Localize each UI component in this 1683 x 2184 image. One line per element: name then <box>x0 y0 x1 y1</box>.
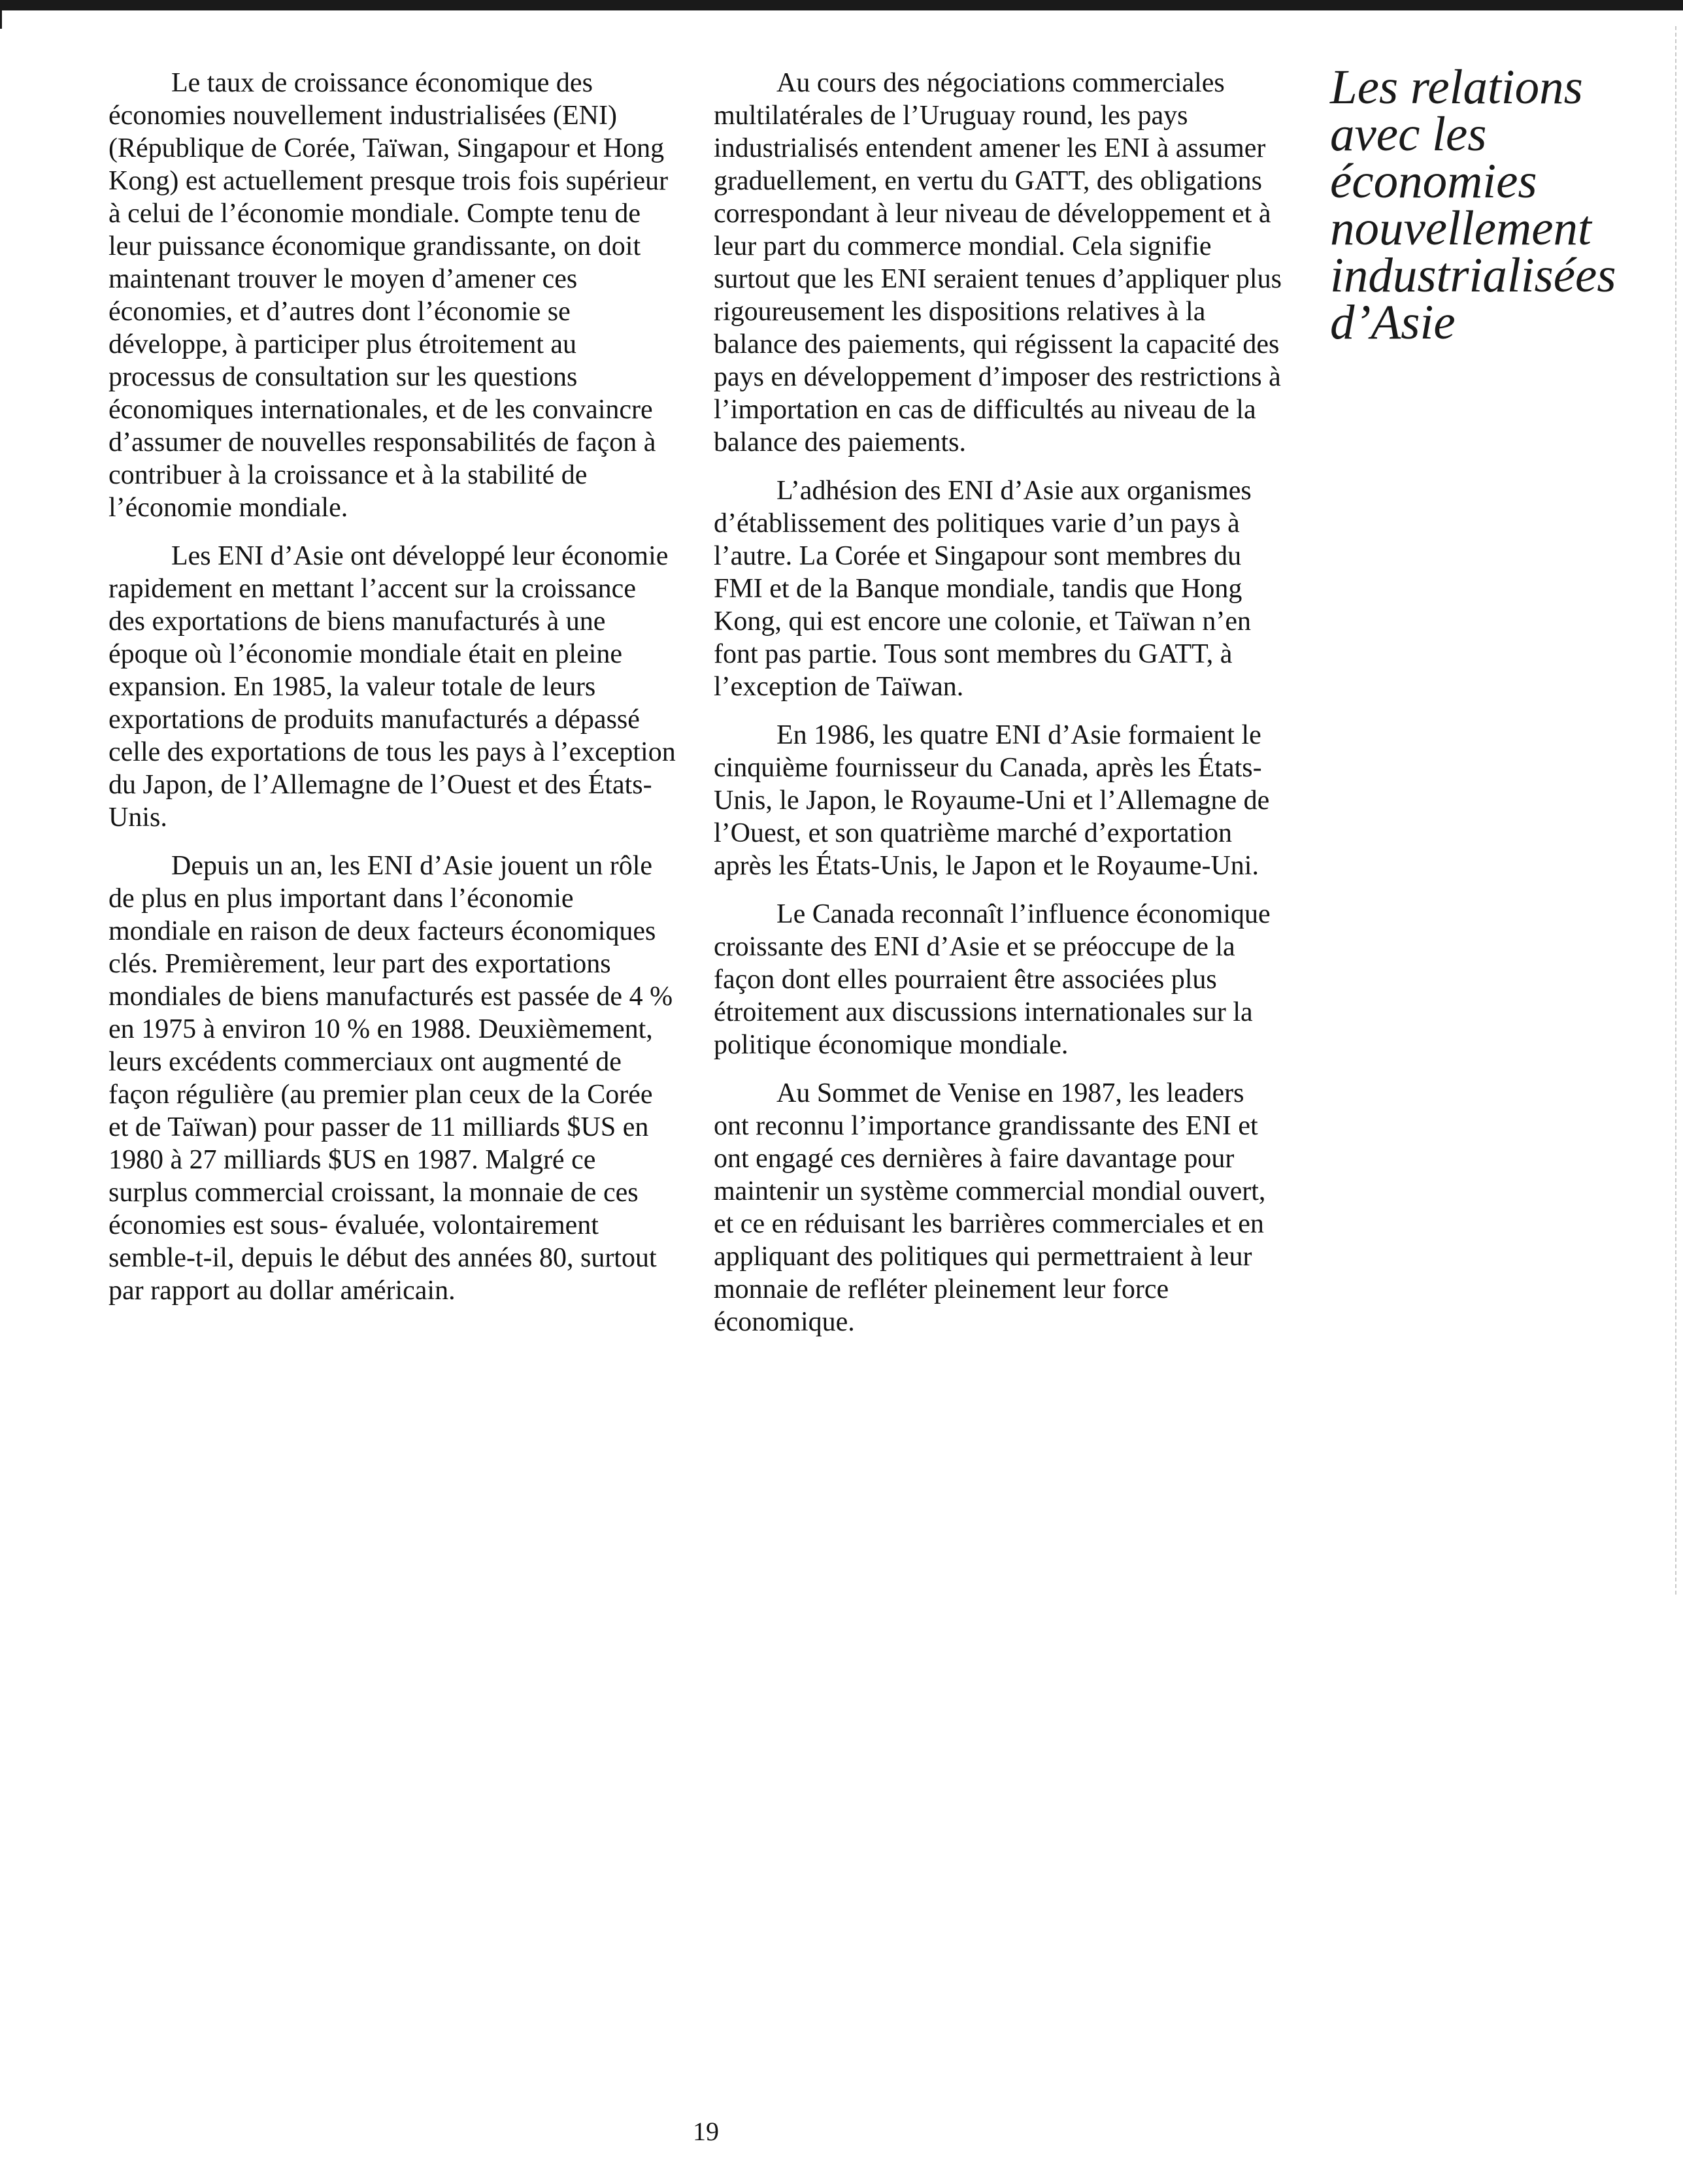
paragraph-canada-recognition: Le Canada reconnaît l’influence économique croissante des ENI d’Asie et se préoccupe de la façon dont elles pourraient être associées plus étroitement aux discussions internationales sur la politique économique mondiale. <box>714 899 1271 1060</box>
heading-line: industrialisées <box>1330 248 1616 303</box>
paragraph-venice-summit: Au Sommet de Venise en 1987, les leaders ont reconnu l’importance grandissante des ENI et ont engagé ces dernières à faire davantage pour maintenir un système commercial mondial ouvert, et ce en réduisant les barrières commerciales et en appliquant des politiques qui permettraient à leur monnaie de refléter pleinement leur force économique. <box>714 1078 1266 1337</box>
heading-line: Les relations <box>1330 60 1583 114</box>
top-border-rule <box>0 0 1683 10</box>
left-margin-tick <box>0 10 2 29</box>
heading-line: avec les <box>1330 107 1487 161</box>
paragraph-membership: L’adhésion des ENI d’Asie aux organismes d’établissement des politiques varie d’un pays à l’autre. La Corée et Singapour sont membres du FMI et de la Banque mondiale, tandis que Hong Kong, qui est encore une colonie, et Taïwan n’en font pas partie. Tous sont membres du GATT, à l’exception de Taïwan. <box>714 476 1252 702</box>
paragraph-uruguay-round: Au cours des négociations commerciales multilatérales de l’Uruguay round, les pays industrialisés entendent amener les ENI à assumer graduellement, en vertu du GATT, des obligations correspondant à leur niveau de développement et à leur part du commerce mondial. Cela signifie surtout que les ENI seraient tenues d’appliquer plus rigoureusement les dispositions relatives à la balance des paiements, qui régissent la capacité des pays en développement d’imposer des restrictions à l’importation en cas de difficultés au niveau de la balance des paiements. <box>714 68 1282 457</box>
text-column-left <box>108 67 677 1323</box>
heading-line: d’Asie <box>1330 295 1456 350</box>
paragraph-key-factors: Depuis un an, les ENI d’Asie jouent un rôle de plus en plus important dans l’économie mondiale en raison de deux facteurs économiques clés. Premièrement, leur part des exportations mondiales de biens manufacturés est passée de 4 % en 1975 à environ 10 % en 1988. Deuxièmement, leurs excédents commerciaux ont augmenté de façon régulière (au premier plan ceux de la Corée et de Taïwan) pour passer de 11 milliards $US en 1980 à 27 milliards $US en 1987. Malgré ce surplus commercial croissant, la monnaie de ces économies est sous- évaluée, volontairement semble-t-il, depuis le début des années 80, surtout par rapport au dollar américain. <box>108 851 673 1306</box>
heading-line: économies <box>1330 154 1537 208</box>
heading-line: nouvellement <box>1330 201 1591 256</box>
paragraph-export-development: Les ENI d’Asie ont développé leur économie rapidement en mettant l’accent sur la croissance des exportations de biens manufacturés à une époque où l’économie mondiale était en pleine expansion. En 1985, la valeur totale de leurs exportations de produits manufacturés a dépassé celle des exportations de tous les pays à l’exception du Japon, de l’Allemagne de l’Ouest et des États-Unis. <box>108 541 676 833</box>
text-column-middle <box>714 67 1282 1354</box>
section-heading <box>1330 60 1670 350</box>
paragraph-canada-trade: En 1986, les quatre ENI d’Asie formaient le cinquième fournisseur du Canada, après les États-Unis, le Japon, le Royaume-Uni et l’Allemagne de l’Ouest, et son quatrième marché d’exportation après les États-Unis, le Japon et le Royaume-Uni. <box>714 720 1270 881</box>
right-edge-scan-mark <box>1675 26 1676 1595</box>
paragraph-growth-rate: Le taux de croissance économique des économies nouvellement industrialisées (ENI) (République de Corée, Taïwan, Singapour et Hong Kong) est actuellement presque trois fois supérieur à celui de l’économie mondiale. Compte tenu de leur puissance économique grandissante, on doit maintenant trouver le moyen d’amener ces économies, et d’autres dont l’économie se développe, à participer plus étroitement au processus de consultation sur les questions économiques internationales, et de les convaincre d’assumer de nouvelles responsabilités de façon à contribuer à la croissance et à la stabilité de l’économie mondiale. <box>108 68 669 523</box>
page-number: 19 <box>693 2117 719 2146</box>
